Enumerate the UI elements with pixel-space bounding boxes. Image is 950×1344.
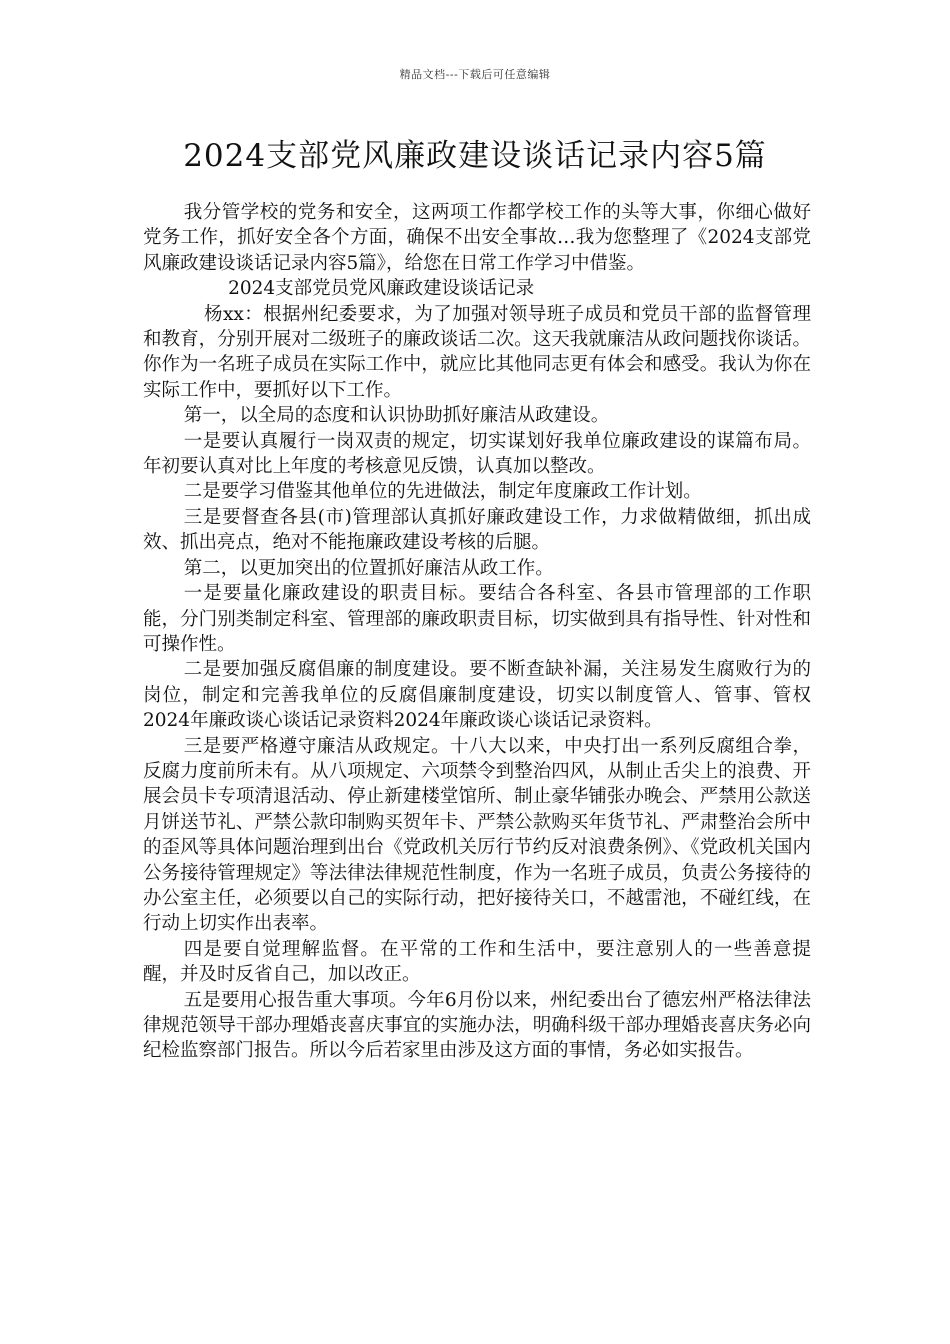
body-paragraph: 四是要自觉理解监督。在平常的工作和生活中，要注意别人的一些善意提醒，并及时反省自己，加以改正。 [143, 938, 811, 986]
intro-paragraph: 我分管学校的党务和安全，这两项工作都学校工作的头等大事，你细心做好党务工作，抓好安全各个方面，确保不出安全事故…我为您整理了《2024支部党风廉政建设谈话记录内容5篇》，给您在日常工作学习中借鉴。 [143, 202, 811, 274]
body-paragraph: 一是要认真履行一岗双责的规定，切实谋划好我单位廉政建设的谋篇布局。年初要认真对比上年度的考核意见反馈，认真加以整改。 [143, 430, 811, 478]
body-paragraph: 三是要督查各县(市)管理部认真抓好廉政建设工作，力求做精做细，抓出成效、抓出亮点，绝对不能拖廉政建设考核的后腿。 [143, 506, 811, 554]
section-subheading: 2024支部党员党风廉政建设谈话记录 [228, 278, 535, 300]
body-paragraph: 一是要量化廉政建设的职责目标。要结合各科室、各县市管理部的工作职能，分门别类制定科室、管理部的廉政职责目标，切实做到具有指导性、针对性和可操作性。 [143, 583, 811, 655]
body-paragraph: 二是要学习借鉴其他单位的先进做法，制定年度廉政工作计划。 [183, 481, 702, 503]
document-body [143, 200, 811, 1064]
body-paragraph: 五是要用心报告重大事项。今年6月份以来，州纪委出台了德宏州严格法律法律规范领导干部办理婚丧喜庆事宜的实施办法，明确科级干部办理婚丧喜庆务必向纪检监察部门报告。所以今后若家里由涉及这方面的事情，务必如实报告。 [143, 989, 811, 1062]
header-note: 精品文档---下载后可任意编辑 [399, 68, 551, 81]
body-paragraph: 三是要严格遵守廉洁从政规定。十八大以来，中央打出一系列反腐组合拳，反腐力度前所未有。从八项规定、六项禁令到整治四风，从制止舌尖上的浪费、开展会员卡专项清退活动、停止新建楼堂馆所、制止豪华铺张办晚会、严禁用公款送月饼送节礼、严禁公款印制购买贺年卡、严禁公款购买年货节礼、严肃整治会所中的歪风等具体问题治理到出台《党政机关厉行节约反对浪费条例》、《党政机关国内公务接待管理规定》等法律法律规范性制度，作为一名班子成员，负责公务接待的办公室主任，必须要以自己的实际行动，把好接待关口，不越雷池，不碰红线，在行动上切实作出表率。 [143, 735, 811, 935]
document-title: 2024支部党风廉政建设谈话记录内容5篇 [183, 138, 767, 174]
body-paragraph: 二是要加强反腐倡廉的制度建设。要不断查缺补漏，关注易发生腐败行为的岗位，制定和完善我单位的反腐倡廉制度建设，切实以制度管人、管事、管权2024年廉政谈心谈话记录资料2024年廉政谈心谈话记录资料。 [143, 659, 811, 732]
point-heading-1: 第一，以全局的态度和认识协助抓好廉洁从政建设。 [183, 405, 610, 427]
point-heading-2: 第二，以更加突出的位置抓好廉洁从政工作。 [183, 557, 554, 579]
addressee-paragraph: 杨xx：根据州纪委要求，为了加强对领导班子成员和党员干部的监督管理和教育，分别开展对二级班子的廉政谈话二次。这天我就廉洁从政问题找你谈话。你作为一名班子成员在实际工作中，就应比其他同志更有体会和感受。我认为你在实际工作中，要抓好以下工作。 [143, 303, 811, 401]
